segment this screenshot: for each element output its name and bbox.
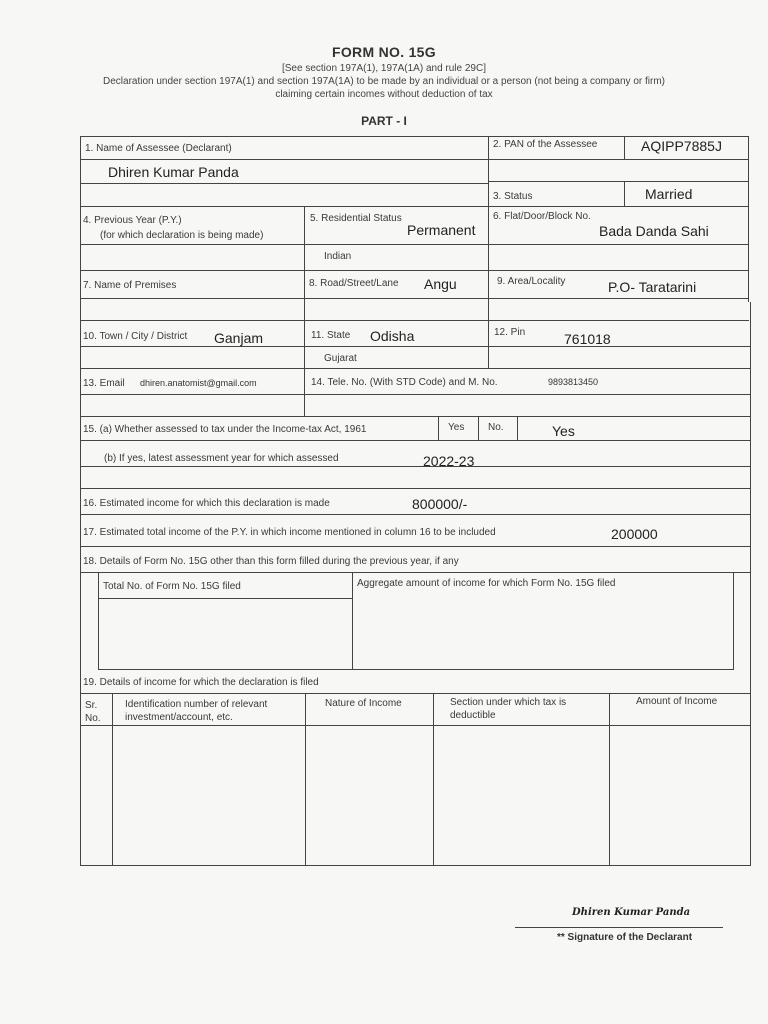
q17-label: 17. Estimated total income of the P.Y. in which income mentioned in column 16 to be included <box>83 527 496 538</box>
residential-status-printed: Indian <box>324 251 352 262</box>
residential-status-label: 5. Residential Status <box>310 213 402 224</box>
state-label: 11. State <box>311 330 351 341</box>
pin-label: 12. Pin <box>494 327 526 338</box>
flat-label: 6. Flat/Door/Block No. <box>493 211 591 222</box>
q19-label: 19. Details of income for which the declaration is filed <box>83 677 319 688</box>
status-value[interactable]: Married <box>645 186 693 202</box>
section-reference: [See section 197A(1), 197A(1A) and rule 29C] <box>281 63 486 74</box>
q16-label: 16. Estimated income for which this declaration is made <box>83 498 330 509</box>
q19-col-section-1: Section under which tax is <box>450 697 567 708</box>
signature-line <box>515 927 723 928</box>
road-label: 8. Road/Street/Lane <box>309 278 399 289</box>
q18-col-total-forms: Total No. of Form No. 15G filed <box>103 581 241 592</box>
form-title: FORM NO. 15G <box>332 44 436 60</box>
declarant-signature: Dhiren Kumar Panda <box>572 907 691 918</box>
pin-value[interactable]: 761018 <box>564 331 611 347</box>
q19-col-no: No. <box>85 713 101 724</box>
town-value[interactable]: Ganjam <box>214 330 264 346</box>
telephone-value[interactable]: 9893813450 <box>548 377 599 387</box>
town-label: 10. Town / City / District <box>83 331 188 342</box>
q15a-no-option[interactable]: No. <box>488 422 504 433</box>
q19-col-section-2: deductible <box>450 710 496 721</box>
status-label: 3. Status <box>493 191 533 202</box>
q18-total-forms-cell[interactable] <box>100 600 351 668</box>
q19-identification-cell[interactable] <box>114 727 304 863</box>
q19-sr-cell[interactable] <box>82 727 111 863</box>
q15a-value[interactable]: Yes <box>552 423 575 439</box>
q15a-yes-option[interactable]: Yes <box>448 422 465 433</box>
email-label: 13. Email <box>83 378 125 389</box>
pan-value[interactable]: AQIPP7885J <box>641 138 722 154</box>
q19-amount-cell[interactable] <box>611 727 749 863</box>
state-printed: Gujarat <box>324 353 357 364</box>
q15b-value[interactable]: 2022-23 <box>423 453 475 469</box>
q19-col-identification-2: investment/account, etc. <box>125 712 233 723</box>
previous-year-label: 4. Previous Year (P.Y.) <box>83 215 182 226</box>
premises-label: 7. Name of Premises <box>83 280 177 291</box>
road-value[interactable]: Angu <box>424 276 457 292</box>
area-label: 9. Area/Locality <box>497 276 566 287</box>
q15b-label: (b) If yes, latest assessment year for which assessed <box>104 453 339 464</box>
q19-section-cell[interactable] <box>435 727 608 863</box>
declaration-line-2: claiming certain incomes without deduction of tax <box>275 89 493 100</box>
q19-nature-cell[interactable] <box>307 727 432 863</box>
q18-label: 18. Details of Form No. 15G other than this form filled during the previous year, if any <box>83 556 459 567</box>
q17-value[interactable]: 200000 <box>611 526 658 542</box>
previous-year-sublabel: (for which declaration is being made) <box>100 230 264 241</box>
flat-value[interactable]: Bada Danda Sahi <box>599 223 709 239</box>
q18-col-aggregate-amount: Aggregate amount of income for which Form No. 15G filed <box>357 578 616 589</box>
q19-col-nature: Nature of Income <box>325 698 402 709</box>
email-value[interactable]: dhiren.anatomist@gmail.com <box>140 378 257 388</box>
pan-label: 2. PAN of the Assessee <box>493 139 598 150</box>
name-label: 1. Name of Assessee (Declarant) <box>85 143 232 154</box>
area-value[interactable]: P.O- Taratarini <box>608 279 697 295</box>
q19-col-amount: Amount of Income <box>636 696 718 707</box>
q18-aggregate-amount-cell[interactable] <box>354 600 732 668</box>
part-heading: PART - I <box>361 114 407 128</box>
q19-col-identification-1: Identification number of relevant <box>125 699 268 710</box>
residential-status-value[interactable]: Permanent <box>407 222 476 238</box>
signature-caption: ** Signature of the Declarant <box>557 932 693 943</box>
q19-col-sr: Sr. <box>85 700 98 711</box>
declaration-line-1: Declaration under section 197A(1) and section 197A(1A) to be made by an individual or a person (not being a company or firm) <box>103 76 665 87</box>
telephone-label: 14. Tele. No. (With STD Code) and M. No. <box>311 377 498 388</box>
q15a-label: 15. (a) Whether assessed to tax under the Income-tax Act, 1961 <box>83 424 367 435</box>
state-value[interactable]: Odisha <box>370 328 415 344</box>
name-value[interactable]: Dhiren Kumar Panda <box>108 164 239 180</box>
q16-value[interactable]: 800000/- <box>412 496 468 512</box>
